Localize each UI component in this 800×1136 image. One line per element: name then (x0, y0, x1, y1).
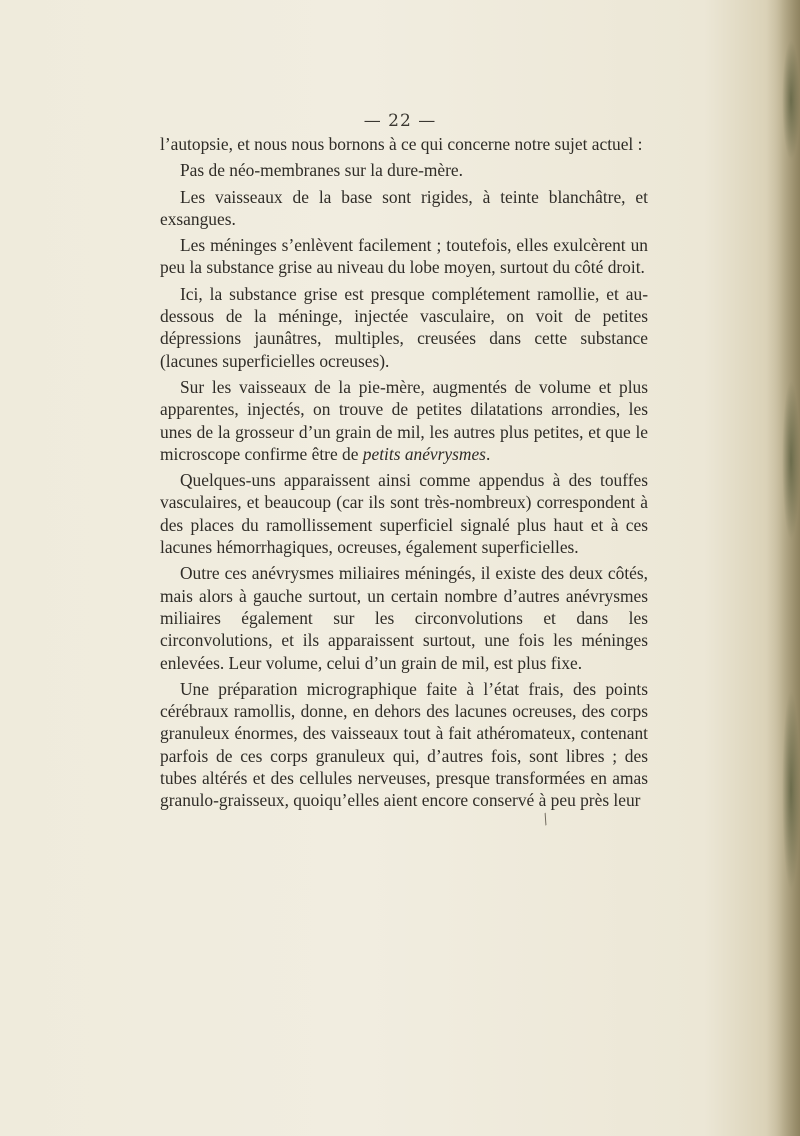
body-text (160, 133, 648, 812)
paragraph-text: l’autopsie, et nous nous bornons à ce qui concerne notre sujet actuel : (160, 134, 643, 154)
page-stain (782, 690, 800, 890)
paragraph (160, 678, 648, 812)
paragraph-text: Pas de néo-membranes sur la dure-mère. (180, 160, 463, 181)
paragraph-text: Outre ces anévrysmes miliaires méningés, il existe des deux côtés, mais alors à gauche surtout, un certain nombre d’autres anévrysmes miliaires également sur les circonvolutions et dans les circonvolutions, et ils apparaissent surtout, une fois les méninges enlevées. Leur volume, celui d’un grain de mil, est plus fixe. (160, 563, 648, 673)
emphasized-text: petits anévrysmes (362, 443, 486, 464)
paragraph (160, 376, 648, 465)
paragraph (160, 159, 648, 181)
page-stain (782, 380, 800, 540)
pencil-mark-icon: ⁄ (540, 812, 552, 828)
paragraph (160, 283, 648, 372)
paragraph-text: Les vaisseaux de la base sont rigides, à teinte blanchâtre, et exsangues. (160, 186, 648, 229)
paragraph (160, 133, 648, 155)
paragraph-text: Quelques-uns apparaissent ainsi comme appendus à des touffes vasculaires, et beaucoup (car ils sont très-nombreux) correspondent à des places du ramollissement superficiel signalé plus haut et à ces lacunes hémorrhagiques, ocreuses, également superficielles. (160, 470, 648, 558)
paragraph (160, 234, 648, 279)
paragraph-text: Les méninges s’enlèvent facilement ; toutefois, elles exulcèrent un peu la substance grise au niveau du lobe moyen, surtout du côté droit. (160, 235, 648, 278)
page-number: — 22 — (363, 111, 437, 131)
paragraph (160, 469, 648, 558)
page-edge-shadow (766, 0, 800, 1136)
paragraph (160, 186, 648, 231)
paragraph-text: Ici, la substance grise est presque complétement ramollie, et au-dessous de la méninge, injectée vasculaire, on voit de petites dépressions jaunâtres, multiples, creusées dans cette substance (lacunes superficielles ocreuses). (160, 283, 648, 371)
paragraph-text: Une préparation micrographique faite à l’état frais, des points cérébraux ramollis, donne, en dehors des lacunes ocreuses, des corps granuleux énormes, des vaisseaux tout à fait athéromateux, contenant parfois de ces corps granuleux qui, d’autres fois, sont libres ; des tubes altérés et des cellules nerveuses, presque transformées en amas granulo-graisseux, quoiqu’elles aient encore conservé à peu près leur (160, 678, 648, 811)
paragraph-text: Sur les vaisseaux de la pie-mère, augmentés de volume et plus apparentes, injectés, on trouve de petites dilatations arrondies, les unes de la grosseur d’un grain de mil, les autres plus petites, et que le microscope confirme être de (160, 376, 648, 464)
page-stain (782, 40, 800, 160)
paragraph-text: . (485, 443, 491, 464)
paragraph (160, 562, 648, 673)
